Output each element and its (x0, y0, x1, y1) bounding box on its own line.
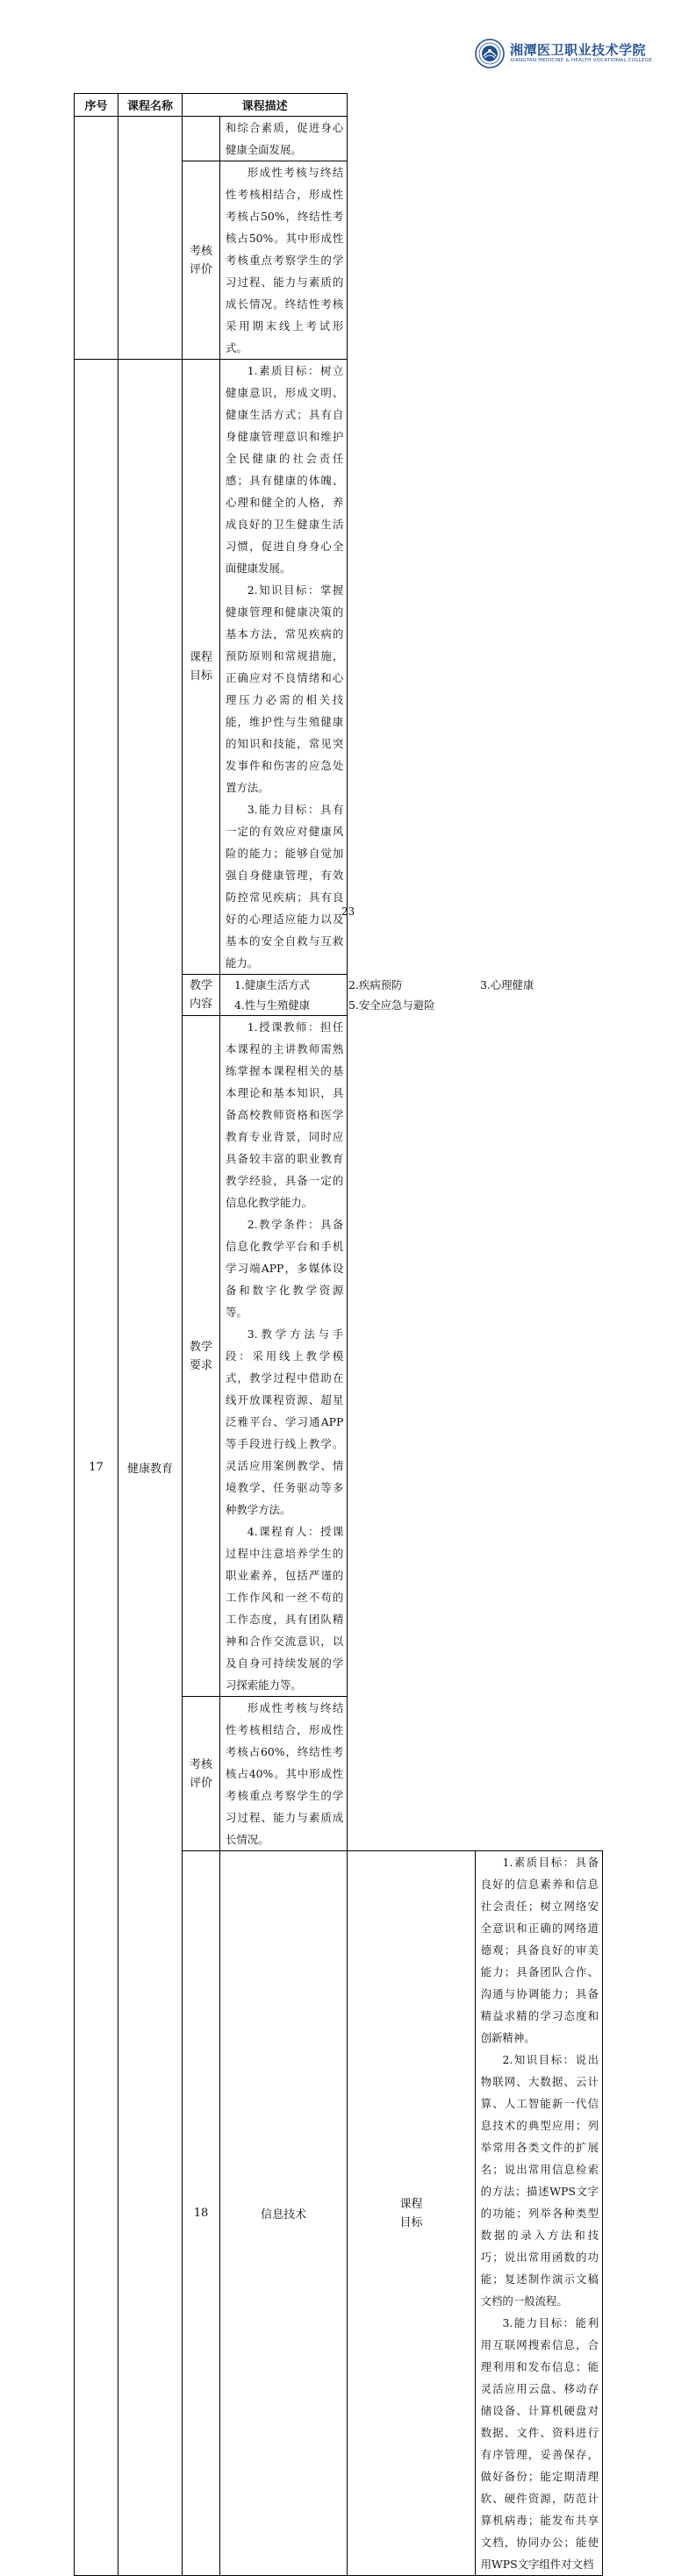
course17-assess-label: 考核 评价 (183, 1697, 220, 1851)
course17-goal-1: 1.素质目标：树立健康意识，形成文明、健康生活方式；具有自身健康管理意识和维护全民健康的社会责任感；具有健康的体魄、心理和健全的人格，养成良好的卫生健康生活习惯，促进自身身心全面健康发展。 (226, 364, 344, 575)
carry-no-cell (75, 117, 118, 360)
course17-reqs (220, 1016, 348, 1697)
course17-goal-3: 3.能力目标：具有一定的有效应对健康风险的能力；能够自觉加强自身健康管理，有效防控常见疾病；具有良好的心理适应能力以及基本的安全自救与互救能力。 (226, 803, 344, 970)
course18-goal-3: 3.能力目标：能利用互联网搜索信息，合理利用和发布信息；能灵活应用云盘、移动存储设备、计算机硬盘对数据、文件、资料进行有序管理，妥善保存，做好备份；能定期清理软、硬件资源，防范计算机病毒；能发布共享文档，协同办公；能使用WPS文字组件对文档 (480, 2316, 599, 2571)
carry-assess-text: 形成性考核与终结性考核相结合，形成性考核占50%，终结性考核占50%。其中形成性考核重点考察学生的学习过程、能力与素质的成长情况。终结性考核采用期末线上考试形式。 (220, 161, 348, 360)
course17-content-label: 教学 内容 (183, 975, 220, 1016)
college-emblem-icon (475, 39, 505, 68)
table-header-row (75, 94, 603, 117)
course17-name: 健康教育 (118, 360, 183, 2576)
course17-goals (220, 360, 348, 975)
content-item: 3.心理健康 (480, 978, 535, 991)
carry-assess-label: 考核 评价 (183, 161, 220, 360)
content-item: 4.性与生殖健康 (234, 998, 311, 1012)
course18-goal-label: 课程 目标 (348, 1851, 475, 2576)
course17-goal-2: 2.知识目标：掌握健康管理和健康决策的基本方法，常见疾病的预防原则和常规措施，正确应对不良情绪和心理压力必需的相关技能，维护性与生殖健康的知识和技能，常见突发事件和伤害的应急处置方法。 (226, 583, 344, 794)
table-row (75, 360, 603, 975)
course17-assess-text: 形成性考核与终结性考核相结合，形成性考核占60%，终结性考核占40%。其中形成性考核重点考察学生的学习过程、能力与素质成长情况。 (220, 1697, 348, 1851)
college-logo (475, 39, 652, 70)
content-item: 1.健康生活方式 (234, 978, 311, 991)
course17-req-4: 4.课程育人：授课过程中注意培养学生的职业素养，包括严谨的工作作风和一丝不苟的工作态度，具有团队精神和合作交流意识，以及自身可持续发展的学习探索能力等。 (226, 1525, 344, 1692)
course17-req-3: 3.教学方法与手段：采用线上教学模式，教学过程中借助在线开放课程资源、超星泛雅平台、学习通APP等手段进行线上教学。灵活应用案例教学、情境教学、任务驱动等多种教学方法。 (226, 1327, 344, 1516)
course18-goals (475, 1851, 602, 2576)
content-item: 5.安全应急与避险 (348, 998, 435, 1012)
logo-english-name: XIANGTAN MEDICINE & HEALTH VOCATIONAL COLLEGE (510, 58, 652, 63)
table-row (75, 117, 603, 161)
course17-req-1: 1.授课教师：担任本课程的主讲教师需熟练掌握本课程相关的基本理论和基本知识，具备高校教师资格和医学教育专业背景，同时应具备较丰富的职业教育教学经验，具备一定的信息化教学能力。 (226, 1020, 344, 1209)
carry-empty-label (183, 117, 220, 161)
header-no: 序号 (75, 94, 118, 117)
logo-chinese-name: 湘潭医卫职业技术学院 (510, 42, 647, 58)
course-table (74, 93, 603, 2576)
course18-no: 18 (183, 1851, 220, 2576)
course17-req-label: 教学 要求 (183, 1016, 220, 1697)
course17-no: 17 (75, 360, 118, 2576)
carry-name-cell (118, 117, 183, 360)
content-item: 2.疾病预防 (348, 978, 403, 991)
course18-goal-1: 1.素质目标：具备良好的信息素养和信息社会责任；树立网络安全意识和正确的网络道德观；具备良好的审美能力；具备团队合作、沟通与协调能力；具备精益求精的学习态度和创新精神。 (480, 1856, 599, 2044)
course17-contents (220, 975, 535, 1016)
header-desc: 课程描述 (183, 94, 348, 117)
course18-name: 信息技术 (220, 1851, 348, 2576)
page-number: 23 (341, 905, 355, 918)
course17-goal-label: 课程 目标 (183, 360, 220, 975)
header-name: 课程名称 (118, 94, 183, 117)
course18-goal-2: 2.知识目标：说出物联网、大数据、云计算、人工智能新一代信息技术的典型应用；列举常用各类文件的扩展名；说出常用信息检索的方法；描述WPS文字的功能；列举各种类型数据的录入方法和技巧；说出常用函数的功能；复述制作演示文稿文档的一般流程。 (480, 2053, 599, 2308)
carry-text: 和综合素质，促进身心健康全面发展。 (220, 117, 348, 161)
course17-req-2: 2.教学条件：具备信息化教学平台和手机学习端APP，多媒体设备和数字化教学资源等。 (226, 1218, 344, 1319)
